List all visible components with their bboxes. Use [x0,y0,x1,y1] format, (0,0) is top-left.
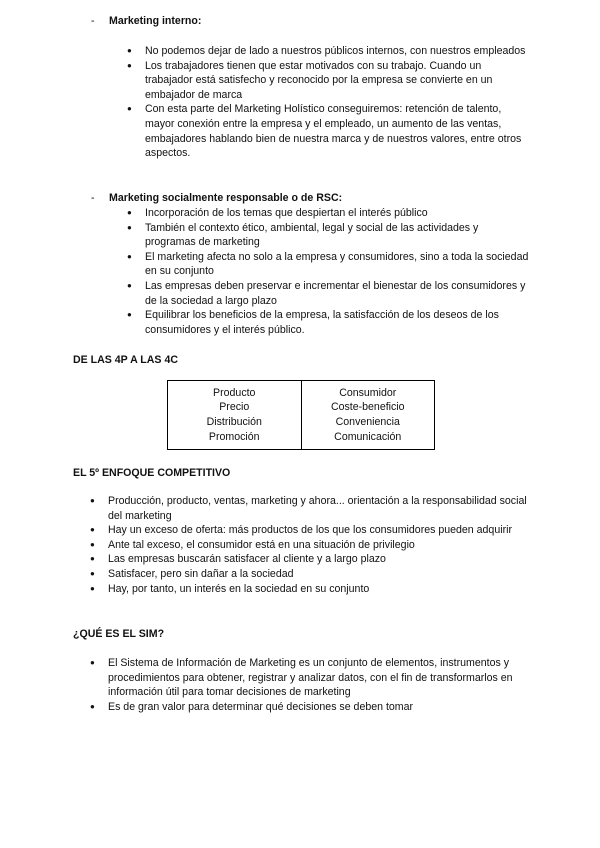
table-cell: Promoción [208,430,260,443]
list-item: ● Producción, producto, ventas, marketing y ahora... orientación a la responsabilidad social del marketing [108,494,528,523]
dash-marker: - [91,192,95,204]
section-heading-sim: ¿QUÉ ES EL SIM? [73,628,165,640]
table-cell: Coste-beneficio [330,401,405,414]
list-item: ● Hay, por tanto, un interés en la sociedad en su conjunto [108,582,528,597]
list-item: ● Hay un exceso de oferta: más productos de los que los consumidores pueden adquirir [108,523,528,538]
list-item: ● Equilibrar los beneficios de la empresa, la satisfacción de los deseos de los consumidores y el interés público. [145,308,530,337]
table-cell: Precio [219,401,250,414]
section-heading-5th-approach: EL 5º ENFOQUE COMPETITIVO [73,467,231,479]
rsc-marketing-title: Marketing socialmente responsable o de RSC: [109,192,343,204]
4c-column [301,381,435,450]
list-item: ● Es de gran valor para determinar qué decisiones se deben tomar [108,700,528,715]
list-item: ● Las empresas deben preservar e incrementar el bienestar de los consumidores y de la sociedad a largo plazo [145,279,530,308]
sim-list [108,656,528,714]
rsc-marketing-list [145,206,530,337]
table-cell: Consumidor [339,386,397,399]
list-item: ● El Sistema de Información de Marketing es un conjunto de elementos, instrumentos y procedimientos para obtener, registrar y analizar datos, con el fin de transformarlos en información útil para tomar decisiones de marketing [108,656,528,700]
list-item: ● Satisfacer, pero sin dañar a la sociedad [108,567,528,582]
list-item: ● Incorporación de los temas que despiertan el interés público [145,206,530,221]
list-item: ● Los trabajadores tienen que estar motivados con su trabajo. Cuando un trabajador está satisfecho y reconocido por la empresa se convierte en un embajador de marca [145,59,530,103]
dash-marker: - [91,15,95,27]
section-heading-4p-4c: DE LAS 4P A LAS 4C [73,354,178,366]
list-item: ● El marketing afecta no solo a la empresa y consumidores, sino a toda la sociedad en su conjunto [145,250,530,279]
4p-4c-table [167,380,435,450]
list-item: ● Las empresas buscarán satisfacer al cliente y a largo plazo [108,552,528,567]
list-item: ● No podemos dejar de lado a nuestros públicos internos, con nuestros empleados [145,44,530,59]
internal-marketing-title: Marketing interno: [109,15,202,27]
competitive-approach-list [108,494,528,596]
internal-marketing-list [145,44,530,161]
4p-column [168,381,302,450]
table-cell: Conveniencia [335,416,400,428]
table-cell: Distribución [206,416,262,428]
list-item: ● Ante tal exceso, el consumidor está en una situación de privilegio [108,538,528,553]
table-cell: Comunicación [334,430,402,443]
list-item: ● También el contexto ético, ambiental, legal y social de las actividades y programas de marketing [145,221,530,250]
list-item: ● Con esta parte del Marketing Holístico conseguiremos: retención de talento, mayor conexión entre la empresa y el empleado, un aumento de las ventas, embajadores hablando bien de nuestra marca y de nuestros valores, entre otros aspectos. [145,102,530,160]
table-cell: Producto [213,386,256,399]
